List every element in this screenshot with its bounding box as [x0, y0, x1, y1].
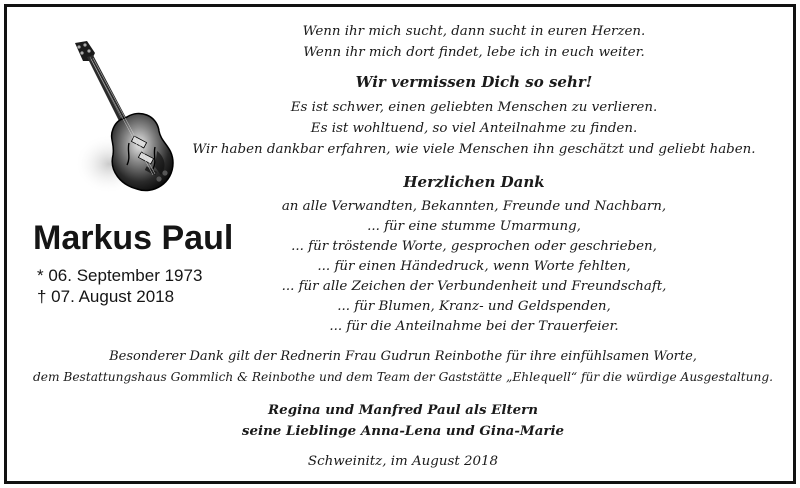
- place-date: Schweinitz, im August 2018: [307, 454, 499, 469]
- thanks-line-1: an alle Verwandten, Bekannten, Freunde und Nachbarn,: [281, 199, 667, 214]
- special-thanks-line-1: Besonderer Dank gilt der Rednerin Frau Gudrun Reinbothe für ihre einfühlsamen Worte,: [109, 349, 697, 364]
- thanks-heading: Herzlichen Dank: [403, 173, 545, 191]
- thanks-line-7: ... für die Anteilnahme bei der Trauerfeier.: [329, 319, 619, 334]
- miss-heading: Wir vermissen Dich so sehr!: [355, 73, 593, 91]
- guitar-icon: [69, 39, 189, 199]
- thanks-line-4: ... für einen Händedruck, wenn Worte fehlten,: [317, 259, 631, 274]
- death-date: † 07. August 2018: [37, 287, 175, 306]
- comfort-line-2: Es ist wohltuend, so viel Anteilnahme zu finden.: [310, 121, 638, 136]
- special-thanks-line-2: dem Bestattungshaus Gommlich & Reinbothe und dem Team der Gaststätte „Ehlequell“ für die würdige Ausgestaltung.: [32, 370, 774, 384]
- obituary-card: [4, 4, 796, 484]
- verse-line-1: Wenn ihr mich sucht, dann sucht in euren Herzen.: [302, 24, 646, 39]
- life-dates: [37, 265, 202, 307]
- thanks-line-2: ... für eine stumme Umarmung,: [367, 219, 581, 234]
- thanks-line-3: ... für tröstende Worte, gesprochen oder geschrieben,: [291, 239, 657, 254]
- verse-line-2: Wenn ihr mich dort findet, lebe ich in euch weiter.: [303, 45, 645, 60]
- thanks-line-5: ... für alle Zeichen der Verbundenheit und Freundschaft,: [281, 279, 667, 294]
- signature-children: seine Lieblinge Anna-Lena und Gina-Marie: [241, 423, 565, 439]
- comfort-line-1: Es ist schwer, einen geliebten Menschen zu verlieren.: [290, 100, 658, 115]
- birth-date: * 06. September 1973: [37, 266, 203, 285]
- thanks-line-6: ... für Blumen, Kranz- und Geldspenden,: [337, 299, 611, 314]
- deceased-name: Markus Paul: [33, 219, 234, 257]
- signature-parents: Regina und Manfred Paul als Eltern: [268, 402, 538, 418]
- comfort-line-3: Wir haben dankbar erfahren, wie viele Menschen ihn geschätzt und geliebt haben.: [192, 142, 756, 157]
